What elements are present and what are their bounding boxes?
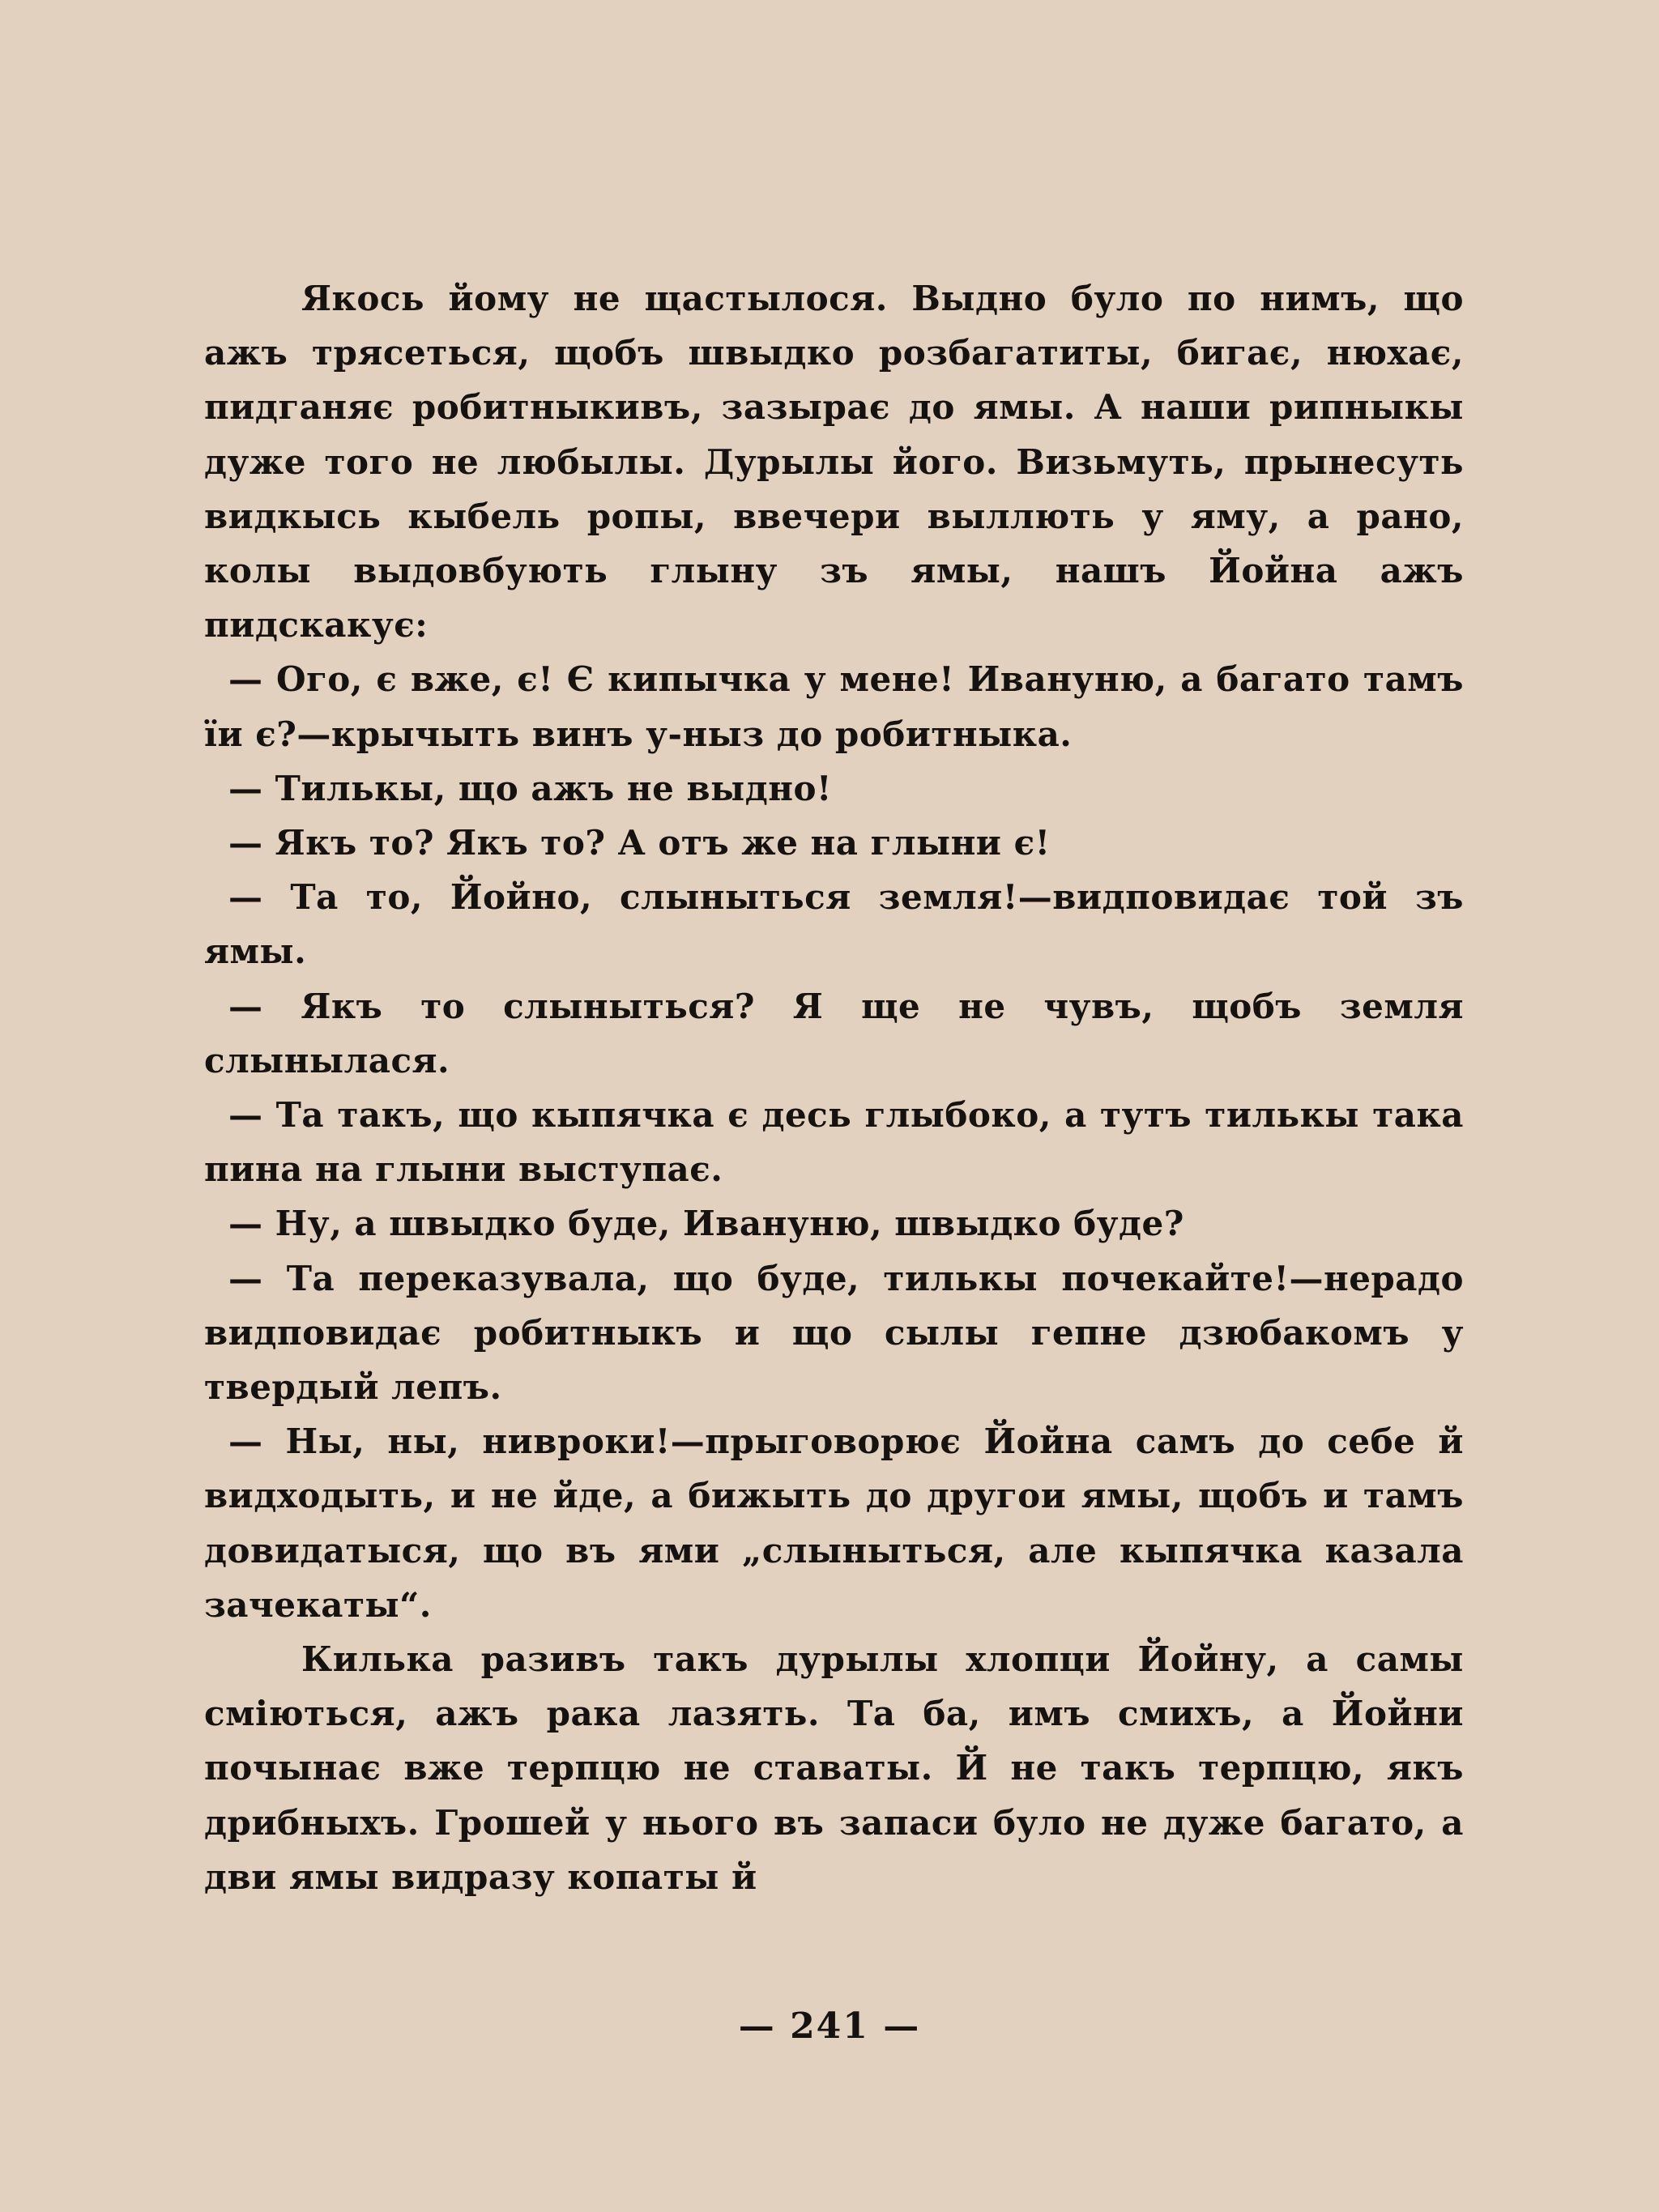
paragraph: — Та переказувала, що буде, тилькы почекайте!—нерадо видповидає робитныкъ и що сылы гепне дзюбакомъ у твердый лепъ.: [204, 1258, 1464, 1408]
paragraph: — Якъ то? Якъ то? А отъ же на глыни є!: [228, 823, 1051, 863]
paragraph: — Ну, а швыдко буде, Ивануню, швыдко буде?: [228, 1204, 1184, 1244]
page-number: — 241 —: [738, 2005, 921, 2047]
page-text: [204, 271, 1464, 1904]
paragraph: Якось йому не щастылося. Выдно було по нимъ, що ажъ трясеться, щобъ швыдко розбагатиты, бигає, нюхає, пидганяє робитныкивъ, зазырає до ямы. А наши рипныкы дуже того не любылы. Дурылы його. Визьмуть, прынесуть видкысь кыбель ропы, ввечери выллють у яму, а рано, колы выдовбують глыну зъ ямы, нашъ Йойна ажъ пидскакує:: [204, 279, 1464, 646]
paragraph: — Та такъ, що кыпячка є десь глыбоко, а тутъ тилькы така пина на глыни выступає.: [204, 1095, 1464, 1190]
paragraph: — Та то, Йойно, слыныться земля!—видповидає той зъ ямы.: [204, 877, 1464, 972]
paragraph: — Ны, ны, нивроки!—прыговорює Йойна самъ до себе й видходыть, и не йде, а бижыть до другои ямы, щобъ и тамъ довидатыся, що въ ями „слыныться, але кыпячка казала зачекаты“.: [204, 1421, 1464, 1625]
paragraph: — Ого, є вже, є! Є кипычка у мене! Ивануню, а багато тамъ ïи є?—крычыть винъ у-ныз до робитныка.: [204, 659, 1464, 754]
paragraph: — Тилькы, що ажъ не выдно!: [228, 768, 832, 808]
paragraph: — Якъ то слыныться? Я ще не чувъ, щобъ земля слынылася.: [204, 986, 1464, 1080]
paragraph: Килька разивъ такъ дурылы хлопци Йойну, а самы сміються, ажъ рака лазять. Та ба, имъ смихъ, а Йойни почынає вже терпцю не ставаты. Й не такъ терпцю, якъ дрибныхъ. Грошей у нього въ запаси було не дуже багато, а дви ямы видразу копаты й: [204, 1639, 1464, 1897]
